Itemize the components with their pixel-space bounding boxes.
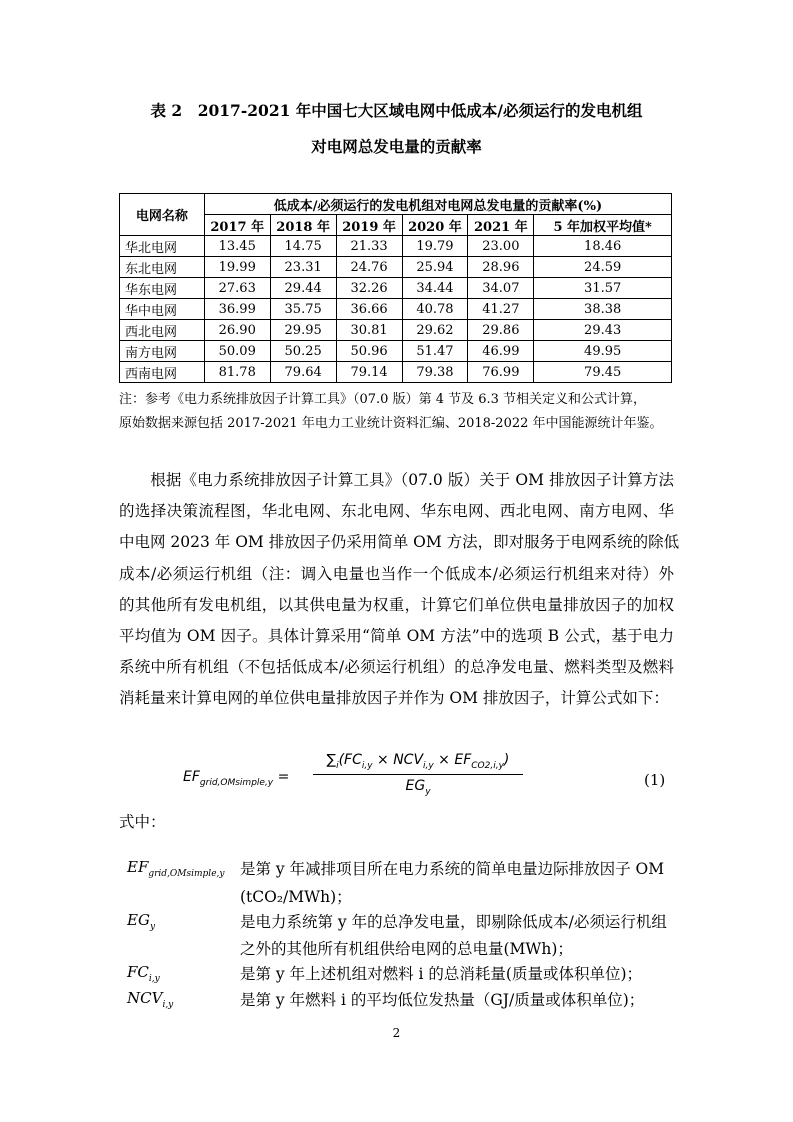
paragraph-line: 平均值为 OM 因子。具体计算采用“简单 OM 方法”中的选项 B 公式，基于电力 [119,626,674,645]
value-cell: 34.07 [468,278,534,299]
header-year: 2020 年 [402,215,468,236]
region-cell: 西北电网 [120,320,205,341]
paragraph-line: 系统中所有机组（不包括低成本/必须运行机组）的总净发电量、燃料类型及燃料 [119,658,674,677]
definition-symbol [127,911,155,932]
paragraph-line: 的选择决策流程图，华北电网、东北电网、华东电网、西北电网、南方电网、华 [119,502,674,521]
value-cell: 46.99 [468,341,534,362]
header-region: 电网名称 [120,194,205,236]
formula-denominator [313,775,523,797]
value-cell: 24.76 [336,257,402,278]
definition-text: 是第 y 年减排项目所在电力系统的简单电量边际排放因子 OM [240,860,665,878]
definition-symbol [127,963,160,984]
header-year: 2017 年 [204,215,270,236]
value-cell: 25.94 [402,257,468,278]
value-cell: 36.99 [204,299,270,320]
value-cell: 79.64 [270,362,336,383]
paragraph-line: 中电网 2023 年 OM 排放因子仍采用简单 OM 方法，即对服务于电网系统的除低 [119,533,680,552]
denominator-eg-subscript: y [425,786,431,797]
symbol-main: FC [127,963,149,981]
sum-symbol: ∑ [326,752,337,768]
region-cell: 东北电网 [120,257,205,278]
value-cell: 28.96 [468,257,534,278]
value-cell: 19.79 [402,236,468,257]
value-cell: 49.95 [534,341,672,362]
value-cell: 18.46 [534,236,672,257]
table-row [120,257,672,278]
region-cell: 华东电网 [120,278,205,299]
paragraph-line: 根据《电力系统排放因子计算工具》（07.0 版）关于 OM 排放因子计算方法 [119,471,674,489]
symbol-subscript: y [149,922,156,932]
value-cell: 24.59 [534,257,672,278]
region-cell: 南方电网 [120,341,205,362]
table-row [120,341,672,362]
numerator-ncv: × NCV [372,752,424,768]
value-cell: 30.81 [336,320,402,341]
numerator-fc: (FC [338,752,362,768]
definition-symbol [127,989,173,1010]
value-cell: 34.44 [402,278,468,299]
formula-equals: = [277,769,290,785]
value-cell: 29.95 [270,320,336,341]
paragraph-line: 的其他所有发电机组，以其供电量为权重，计算它们单位供电量排放因子的加权 [119,595,674,614]
value-cell: 50.96 [336,341,402,362]
definition-text: 是第 y 年上述机组对燃料 i 的总消耗量(质量或体积单位)； [240,965,643,983]
value-cell: 81.78 [204,362,270,383]
symbol-main: NCV [127,989,163,1007]
header-year: 2018 年 [270,215,336,236]
value-cell: 29.62 [402,320,468,341]
value-cell: 51.47 [402,341,468,362]
denominator-eg: EG [405,777,426,794]
value-cell: 38.38 [534,299,672,320]
table-row [120,236,672,257]
value-cell: 76.99 [468,362,534,383]
definition-text: 是第 y 年燃料 i 的平均低位发热量（GJ/质量或体积单位)； [240,991,645,1009]
symbol-main: EF [127,858,149,876]
symbol-subscript: grid,OMsimple,y [148,869,225,879]
value-cell: 41.27 [468,299,534,320]
formula-lhs-symbol: EF [183,769,200,785]
value-cell: 50.09 [204,341,270,362]
value-cell: 79.14 [336,362,402,383]
value-cell: 40.78 [402,299,468,320]
table-row [120,320,672,341]
table-title-line2: 对电网总发电量的贡献率 [311,137,482,156]
value-cell: 27.63 [204,278,270,299]
definition-text: 是电力系统第 y 年的总净发电量，即剔除低成本/必须运行机组 [240,913,667,931]
table-note-line1: 注：参考《电力系统排放因子计算工具》（07.0 版）第 4 节及 6.3 节相关定义和公式计算， [119,392,647,407]
contribution-table [119,193,672,383]
body-paragraph [119,465,680,715]
symbol-subscript: i,y [148,974,160,984]
value-cell: 35.75 [270,299,336,320]
value-cell: 50.25 [270,341,336,362]
region-cell: 西南电网 [120,362,205,383]
definition-text-continued: 之外的其他所有机组供给电网的总电量(MWh)； [240,940,573,958]
formula-fraction [313,752,523,797]
numerator-fc-subscript: i,y [361,760,373,771]
value-cell: 31.57 [534,278,672,299]
value-cell: 23.31 [270,257,336,278]
value-cell: 29.43 [534,320,672,341]
definition-symbol [127,858,224,879]
table-title-line1: 表 2 2017-2021 年中国七大区域电网中低成本/必须运行的发电机组 [150,101,643,120]
formula-numerator [313,752,523,775]
value-cell: 26.90 [204,320,270,341]
table-row [120,278,672,299]
paragraph-line: 成本/必须运行机组（注：调入电量也当作一个低成本/必须运行机组来对待）外 [119,564,674,583]
value-cell: 21.33 [336,236,402,257]
value-cell: 32.26 [336,278,402,299]
formula-lhs-subscript: grid,OMsimple,y [199,777,274,788]
sum-subscript: i [336,760,339,771]
header-year: 2021 年 [468,215,534,236]
value-cell: 19.99 [204,257,270,278]
value-cell: 14.75 [270,236,336,257]
table-row [120,299,672,320]
value-cell: 79.45 [534,362,672,383]
table-row [120,362,672,383]
header-group: 低成本/必须运行的发电机组对电网总发电量的贡献率(%) [204,194,671,215]
formula-lhs [183,769,289,788]
value-cell: 23.00 [468,236,534,257]
numerator-ncv-subscript: i,y [423,760,434,771]
numerator-ef: × EF [433,752,472,768]
value-cell: 29.44 [270,278,336,299]
value-cell: 79.38 [402,362,468,383]
header-average: 5 年加权平均值* [534,215,672,236]
header-year: 2019 年 [336,215,402,236]
region-cell: 华中电网 [120,299,205,320]
value-cell: 13.45 [204,236,270,257]
region-cell: 华北电网 [120,236,205,257]
symbol-main: EG [127,911,150,929]
numerator-close: ) [503,752,510,768]
table-note-line2: 原始数据来源包括 2017-2021 年电力工业统计资料汇编、2018-2022 年中国能源统计年鉴。 [119,416,663,431]
where-label: 式中： [119,813,166,831]
symbol-subscript: i,y [162,1000,174,1010]
numerator-ef-subscript: CO2,i,y [471,760,504,771]
definition-text-continued: (tCO₂/MWh)； [240,888,352,906]
value-cell: 29.86 [468,320,534,341]
value-cell: 36.66 [336,299,402,320]
equation-number: (1) [644,771,666,789]
page-number: 2 [392,1026,401,1040]
paragraph-line: 消耗量来计算电网的单位供电量排放因子并作为 OM 排放因子，计算公式如下： [119,689,669,708]
